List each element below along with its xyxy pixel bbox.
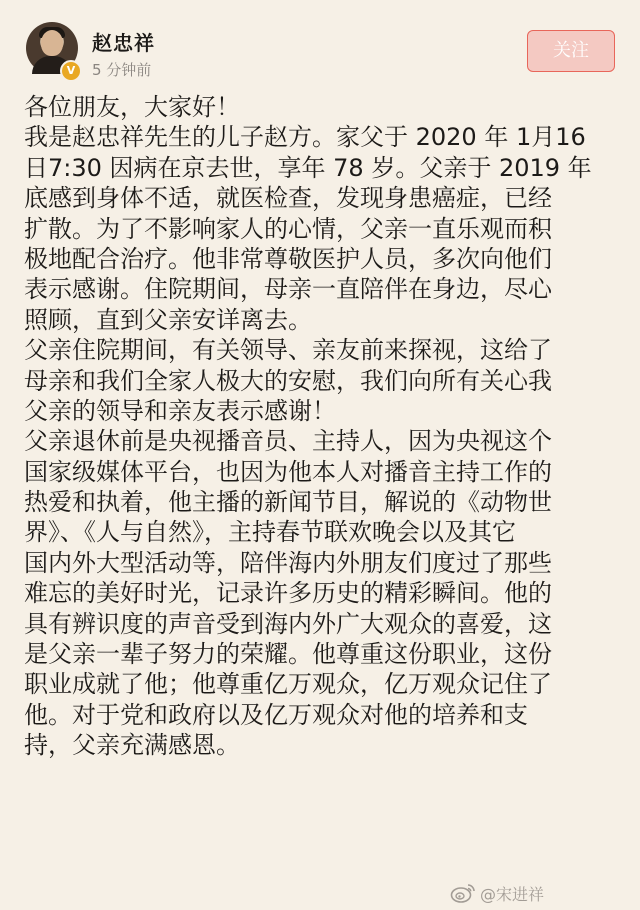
post-text-line: 各位朋友，大家好！ [24,93,240,121]
post-header [0,0,640,90]
post-text-line: 界》、《人与自然》，主持春节联欢晚会以及其它 [24,518,516,547]
post-text-line: 他。对于党和政府以及亿万观众对他的培养和支 [24,700,528,729]
post-text-line: 国家级媒体平台，也因为他本人对播音主持工作的 [24,457,552,486]
post-text-line: 日7:30 因病在京去世，享年 78 岁。父亲于 2019 年 [24,153,592,182]
post-body [24,92,620,761]
post-text-line: 照顾，直到父亲安详离去。 [24,305,312,334]
post-text-line: 父亲的领导和亲友表示感谢！ [24,396,336,425]
post-text-line: 国内外大型活动等，陪伴海内外朋友们度过了那些 [24,548,552,577]
verified-badge-icon: V [60,60,82,82]
post-text-line: 具有辨识度的声音受到海内外广大观众的喜爱，这 [24,609,552,638]
watermark-text: @宋进祥 [480,884,545,904]
avatar-face [41,30,63,56]
post-text-line: 表示感谢。住院期间，母亲一直陪伴在身边，尽心 [24,275,552,304]
post-text-line: 持，父亲充满感恩。 [24,731,240,760]
follow-button[interactable]: 关注 [527,30,615,72]
post-timestamp: 5 分钟前 [92,61,152,79]
post-text-line: 我是赵忠祥先生的儿子赵方。家父于 2020 年 1月16 [24,123,586,152]
post-text-line: 扩散。为了不影响家人的心情，父亲一直乐观而积 [24,214,552,243]
post-text-line: 底感到身体不适，就医检查，发现身患癌症，已经 [24,184,552,213]
post-text-line: 是父亲一辈子努力的荣耀。他尊重这份职业，这份 [24,640,552,669]
post-text-line: 热爱和执着，他主播的新闻节目，解说的《动物世 [24,488,552,517]
post-text-line: 母亲和我们全家人极大的安慰，我们向所有关心我 [24,366,552,395]
username[interactable]: 赵忠祥 [92,31,155,55]
post-text-line: 父亲退休前是央视播音员、主持人，因为央视这个 [24,427,552,456]
weibo-icon [450,882,476,904]
watermark [450,880,544,906]
post-text-line: 职业成就了他；他尊重亿万观众，亿万观众记住了 [24,670,552,699]
post-text-line: 极地配合治疗。他非常尊敬医护人员，多次向他们 [24,244,552,273]
post-text-line: 难忘的美好时光，记录许多历史的精彩瞬间。他的 [24,579,552,608]
post-text-line: 父亲住院期间，有关领导、亲友前来探视，这给了 [24,336,552,365]
